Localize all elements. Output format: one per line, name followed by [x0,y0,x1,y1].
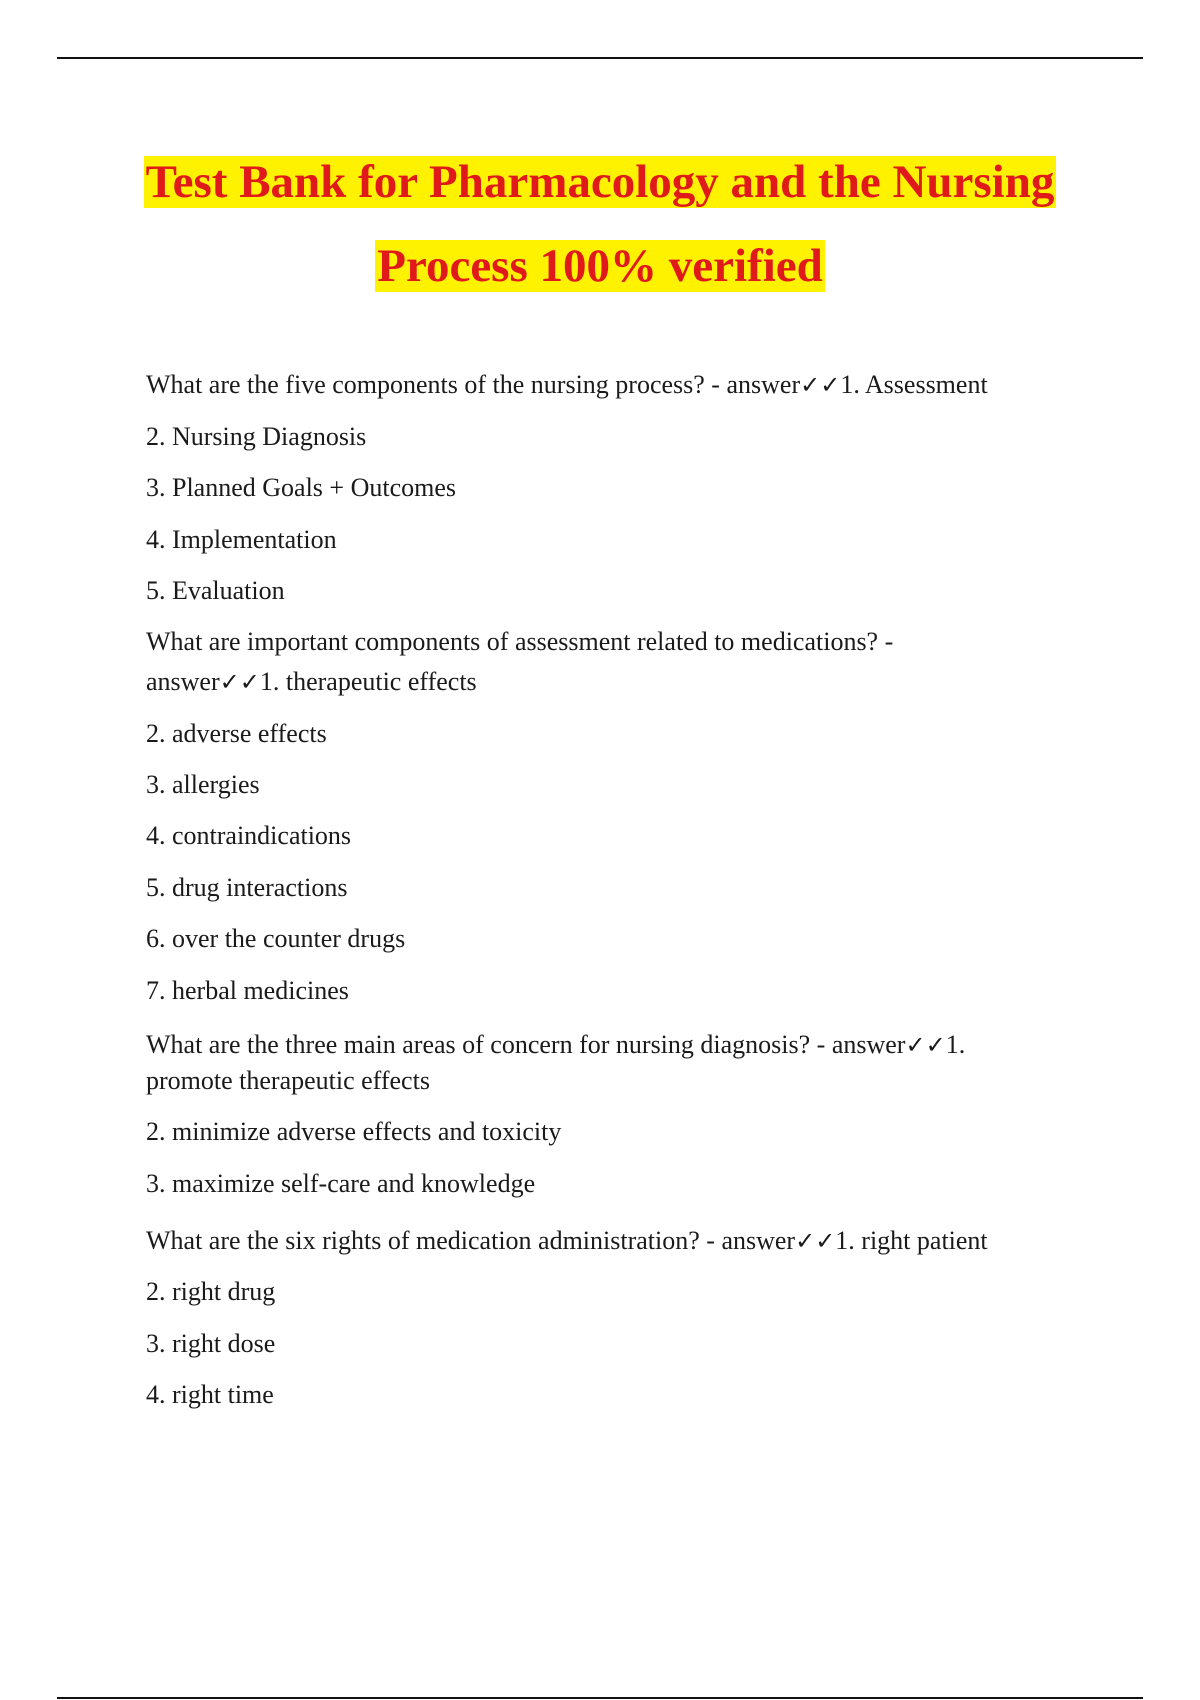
answer-item: 5. Evaluation [146,576,285,605]
answer-item: 3. maximize self-care and knowledge [146,1169,536,1198]
answer-item: 2. Nursing Diagnosis [146,422,367,451]
answer-item: 2. minimize adverse effects and toxicity [146,1117,562,1146]
question-text: What are the three main areas of concern for nursing diagnosis? - answer [146,1030,906,1059]
question-2-continued [146,664,477,700]
answer-item: 4. right time [146,1380,274,1409]
question-1 [146,367,988,403]
answer-item: 1. [945,1030,966,1059]
answer-item: 1. Assessment [840,370,988,399]
answer-item: 3. allergies [146,770,260,799]
question-text: answer [146,667,220,696]
question-4 [146,1223,988,1259]
answer-item: 4. Implementation [146,525,337,554]
check-mark-icon: ✓✓ [800,371,841,399]
question-3 [146,1027,965,1063]
question-text: What are the six rights of medication administration? - answer [146,1226,796,1255]
answer-item: 2. right drug [146,1277,276,1306]
question-text: What are the five components of the nursing process? - answer [146,370,801,399]
check-mark-icon: ✓✓ [795,1227,836,1255]
title-line-2: Process 100% verified [377,240,823,292]
answer-item: 7. herbal medicines [146,976,349,1005]
answer-item: 1. right patient [835,1226,988,1255]
check-mark-icon: ✓✓ [219,668,260,696]
answer-item: 1. therapeutic effects [259,667,477,696]
answer-item: 4. contraindications [146,821,352,850]
title-line-1: Test Bank for Pharmacology and the Nursing [145,156,1055,208]
answer-item: 3. right dose [146,1329,276,1358]
bottom-rule [57,1697,1143,1699]
answer-item-continued: promote therapeutic effects [146,1066,430,1095]
check-mark-icon: ✓✓ [905,1031,946,1059]
question-2: What are important components of assessment related to medications? - [146,627,894,656]
answer-item: 6. over the counter drugs [146,924,406,953]
answer-item: 3. Planned Goals + Outcomes [146,473,457,502]
answer-item: 2. adverse effects [146,719,327,748]
answer-item: 5. drug interactions [146,873,348,902]
